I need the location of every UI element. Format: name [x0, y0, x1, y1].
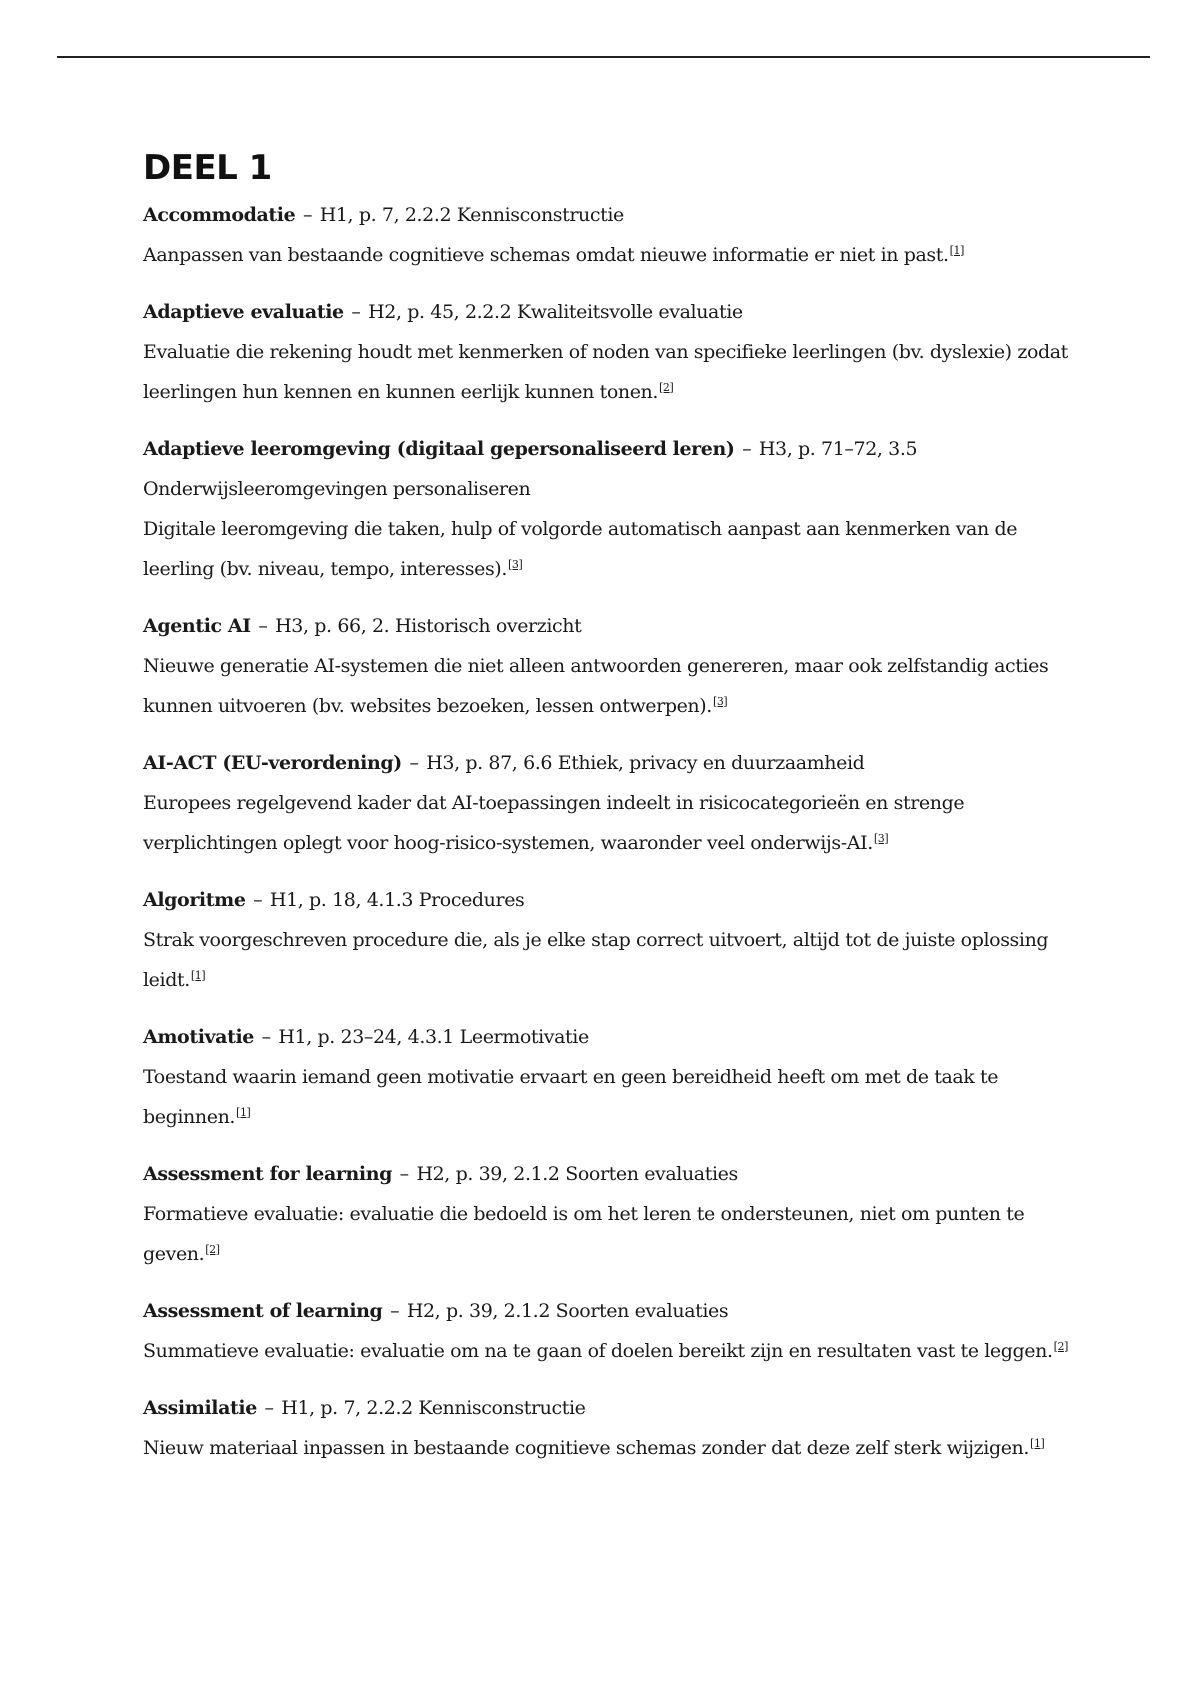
glossary-entry-assessment-for-learning: [143, 1155, 1083, 1274]
glossary-entry-algoritme: [143, 881, 1083, 1000]
footnote-link[interactable]: [3]: [507, 557, 523, 571]
entry-definition: Nieuw materiaal inpassen in bestaande cognitieve schemas zonder dat deze zelf sterk wijzigen.[1]: [143, 1436, 1045, 1459]
glossary-entry-assimilatie: [143, 1389, 1083, 1468]
entry-reference: H3, p. 71–72, 3.5: [758, 438, 918, 460]
entry-term: Agentic AI: [143, 615, 251, 637]
glossary-entry-amotivatie: [143, 1018, 1083, 1137]
entry-term: Amotivatie: [143, 1026, 254, 1048]
entry-definition: Europees regelgevend kader dat AI-toepassingen indeelt in risicocategorieën en strenge verplichtingen oplegt voor hoog-risico-systemen, waaronder veel onderwijs-AI.[3]: [143, 792, 965, 854]
entry-term: Algoritme: [143, 889, 246, 911]
footnote-link[interactable]: [1]: [1030, 1436, 1045, 1450]
entry-term: Assessment for learning: [143, 1163, 393, 1185]
entry-term: Accommodatie: [143, 204, 296, 226]
glossary-entry-ai-act: [143, 744, 1083, 863]
entry-reference: H2, p. 39, 2.1.2 Soorten evaluaties: [406, 1300, 729, 1322]
entry-reference: H1, p. 18, 4.1.3 Procedures: [269, 889, 525, 911]
entry-definition: Digitale leeromgeving die taken, hulp of volgorde automatisch aanpast aan kenmerken van de leerling (bv. niveau, tempo, interesses).[3]: [143, 518, 1018, 580]
entry-definition: Strak voorgeschreven procedure die, als je elke stap correct uitvoert, altijd tot de juiste oplossing leidt.[1]: [143, 929, 1049, 991]
glossary-content: [143, 146, 1083, 1486]
entry-reference: H2, p. 45, 2.2.2 Kwaliteitsvolle evaluatie: [368, 301, 743, 323]
entry-term: Adaptieve leeromgeving (digitaal gepersonaliseerd leren): [143, 438, 735, 460]
entry-heading: Algoritme – H1, p. 18, 4.1.3 Procedures: [143, 889, 525, 911]
entry-subtitle: Onderwijsleeromgevingen personaliseren: [143, 478, 531, 500]
footnote-link[interactable]: [3]: [712, 694, 728, 708]
entry-heading: Adaptieve leeromgeving (digitaal gepersonaliseerd leren) – H3, p. 71–72, 3.5: [143, 438, 918, 460]
entry-reference: H2, p. 39, 2.1.2 Soorten evaluaties: [416, 1163, 738, 1185]
footnote-link[interactable]: [2]: [659, 380, 674, 394]
entry-term: AI-ACT (EU-verordening): [143, 752, 402, 774]
entry-term: Adaptieve evaluatie: [143, 301, 344, 323]
glossary-entry-adaptieve-leeromgeving: [143, 430, 1083, 589]
entry-definition: Nieuwe generatie AI-systemen die niet alleen antwoorden genereren, maar ook zelfstandig acties kunnen uitvoeren (bv. websites bezoeken, lessen ontwerpen).[3]: [143, 655, 1049, 717]
entry-reference: H3, p. 87, 6.6 Ethiek, privacy en duurzaamheid: [426, 752, 865, 774]
entry-definition: Evaluatie die rekening houdt met kenmerken of noden van specifieke leerlingen (bv. dyslexie) zodat leerlingen hun kennen en kunnen eerlijk kunnen tonen.[2]: [143, 341, 1068, 403]
entry-heading: Assessment of learning – H2, p. 39, 2.1.2 Soorten evaluaties: [143, 1300, 729, 1322]
entry-heading: Assimilatie – H1, p. 7, 2.2.2 Kennisconstructie: [143, 1397, 586, 1419]
entry-reference: H1, p. 7, 2.2.2 Kennisconstructie: [281, 1397, 586, 1419]
entry-reference: H1, p. 7, 2.2.2 Kennisconstructie: [319, 204, 624, 226]
entry-term: Assimilatie: [143, 1397, 257, 1419]
footnote-link[interactable]: [2]: [1053, 1339, 1068, 1353]
entry-heading: Agentic AI – H3, p. 66, 2. Historisch overzicht: [143, 615, 582, 637]
entry-heading: Amotivatie – H1, p. 23–24, 4.3.1 Leermotivatie: [143, 1026, 589, 1048]
entry-reference: H3, p. 66, 2. Historisch overzicht: [275, 615, 582, 637]
glossary-entry-agentic-ai: [143, 607, 1083, 726]
footnote-link[interactable]: [3]: [873, 831, 889, 845]
entry-term: Assessment of learning: [143, 1300, 383, 1322]
section-title: DEEL 1: [143, 148, 272, 188]
entry-reference: H1, p. 23–24, 4.3.1 Leermotivatie: [278, 1026, 589, 1048]
header-rule: [57, 56, 1150, 58]
glossary-entry-accommodatie: [143, 196, 1083, 275]
entry-heading: Assessment for learning – H2, p. 39, 2.1.2 Soorten evaluaties: [143, 1163, 738, 1185]
footnote-link[interactable]: [1]: [236, 1105, 251, 1119]
entry-heading: AI-ACT (EU-verordening) – H3, p. 87, 6.6 Ethiek, privacy en duurzaamheid: [143, 752, 865, 774]
glossary-entry-adaptieve-evaluatie: [143, 293, 1083, 412]
entry-definition: Toestand waarin iemand geen motivatie ervaart en geen bereidheid heeft om met de taak te beginnen.[1]: [143, 1066, 999, 1128]
entry-definition: Aanpassen van bestaande cognitieve schemas omdat nieuwe informatie er niet in past.[1]: [143, 243, 965, 266]
entry-heading: Accommodatie – H1, p. 7, 2.2.2 Kennisconstructie: [143, 204, 624, 226]
footnote-link[interactable]: [1]: [190, 968, 206, 982]
footnote-link[interactable]: [1]: [949, 243, 965, 257]
entry-heading: Adaptieve evaluatie – H2, p. 45, 2.2.2 Kwaliteitsvolle evaluatie: [143, 301, 743, 323]
footnote-link[interactable]: [2]: [205, 1242, 220, 1256]
entry-definition: Summatieve evaluatie: evaluatie om na te gaan of doelen bereikt zijn en resultaten vast te leggen.[2]: [143, 1339, 1068, 1362]
glossary-entry-assessment-of-learning: [143, 1292, 1083, 1371]
entry-definition: Formatieve evaluatie: evaluatie die bedoeld is om het leren te ondersteunen, niet om punten te geven.[2]: [143, 1203, 1025, 1265]
